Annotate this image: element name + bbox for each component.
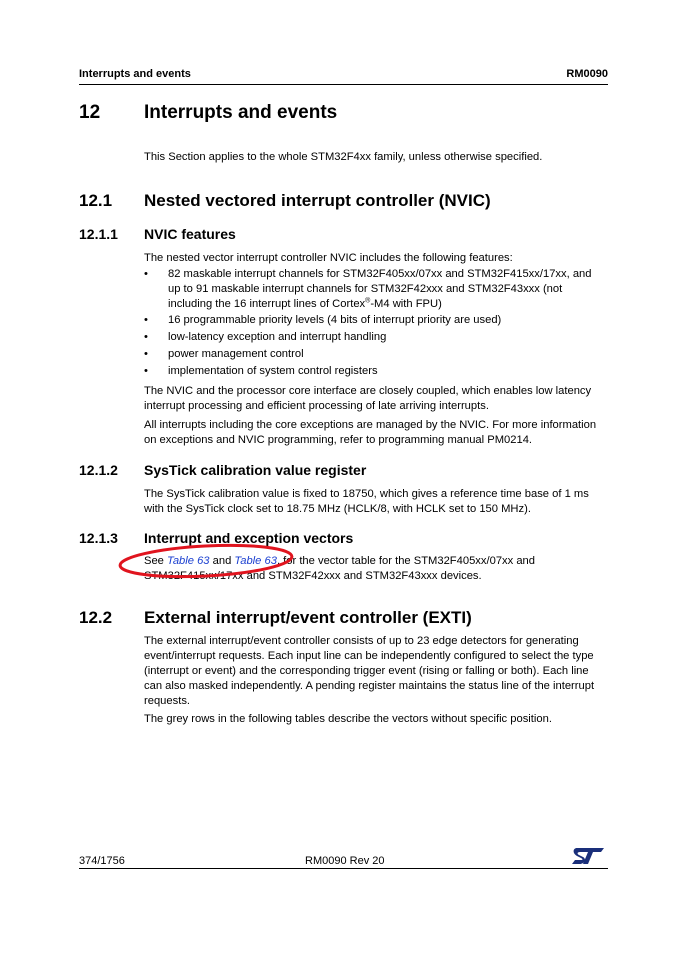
bullet-item <box>144 347 608 362</box>
header-rule <box>79 84 608 85</box>
exti-paragraph-2: The grey rows in the following tables describe the vectors without specific position. <box>144 713 552 725</box>
section-12-1-title: Nested vectored interrupt controller (NVIC) <box>144 191 491 210</box>
section-12-number: 12 <box>79 102 101 123</box>
table-63-link[interactable]: Table 63 <box>167 555 210 567</box>
bullet-text: 16 programmable priority levels (4 bits of interrupt priority are used) <box>168 314 502 326</box>
nvic-paragraph-1: The NVIC and the processor core interface are closely coupled, which enables low latency interrupt processing and efficient processing of late arriving interrupts. <box>144 385 592 412</box>
bullet-text: 82 maskable interrupt channels for STM32F405xx/07xx and STM32F415xx/17xx, and up to 91 maskable interrupt channels for STM32F42xxx and STM32F43xxx (not including the 16 interrupt lines of Cortex®-M4 with FPU) <box>168 268 592 310</box>
bullet-text: power management control <box>168 348 304 360</box>
vectors-paragraph: See Table 63 and Table 63, for the vector table for the STM32F405xx/07xx and STM32F415xx/17xx and STM32F42xxx and STM32F43xxx devices. <box>144 555 536 582</box>
bullet-dot: • <box>144 314 148 326</box>
bullet-text: implementation of system control registers <box>168 365 378 377</box>
header-section-title: Interrupts and events <box>79 68 191 80</box>
section-12-intro: This Section applies to the whole STM32F4xx family, unless otherwise specified. <box>144 151 543 163</box>
bullet-item <box>144 313 608 328</box>
section-12-1-3-title: Interrupt and exception vectors <box>144 530 354 546</box>
section-12-title: Interrupts and events <box>144 102 338 123</box>
section-12-2-title: External interrupt/event controller (EXTI) <box>144 608 472 627</box>
bullet-item <box>144 330 608 345</box>
bullet-dot: • <box>144 348 148 360</box>
section-12-2-number: 12.2 <box>79 608 113 627</box>
footer-doc-revision: RM0090 Rev 20 <box>305 855 385 867</box>
nvic-intro: The nested vector interrupt controller NVIC includes the following features: <box>144 252 513 264</box>
section-12-1-3-number: 12.1.3 <box>79 530 118 546</box>
nvic-paragraph-2: All interrupts including the core exceptions are managed by the NVIC. For more information on exceptions and NVIC programming, refer to programming manual PM0214. <box>144 419 597 446</box>
bullet-text: low-latency exception and interrupt handling <box>168 331 387 343</box>
bullet-item <box>144 364 608 379</box>
section-12-1-2-number: 12.1.2 <box>79 462 118 478</box>
bullet-dot: • <box>144 331 148 343</box>
table-63-link-2[interactable]: Table 63 <box>234 555 277 567</box>
page-header <box>79 68 608 80</box>
section-12-1-2-title: SysTick calibration value register <box>144 462 367 478</box>
exti-paragraph-1: The external interrupt/event controller consists of up to 23 edge detectors for generating event/interrupt requests. Each input line can be independently configured to select the type (interrupt or event) and the corresponding trigger event (rising or falling or both). Each line can also masked independently. A pending register maintains the status line of the interrupt requests. <box>144 635 595 707</box>
bullet-dot: • <box>144 268 148 280</box>
section-12-1-1-title: NVIC features <box>144 226 236 242</box>
st-logo-icon <box>571 847 605 865</box>
systick-paragraph: The SysTick calibration value is fixed to 18750, which gives a reference time base of 1 ms with the SysTick clock set to 18.75 MHz (HCLK/8, with HCLK set to 150 MHz). <box>144 488 589 515</box>
header-doc-id: RM0090 <box>566 68 608 80</box>
section-12-1-1-number: 12.1.1 <box>79 226 118 242</box>
section-12-1-number: 12.1 <box>79 191 113 210</box>
footer-rule <box>79 868 608 869</box>
bullet-item <box>144 267 608 312</box>
bullet-dot: • <box>144 365 148 377</box>
footer-page-number: 374/1756 <box>79 855 125 867</box>
